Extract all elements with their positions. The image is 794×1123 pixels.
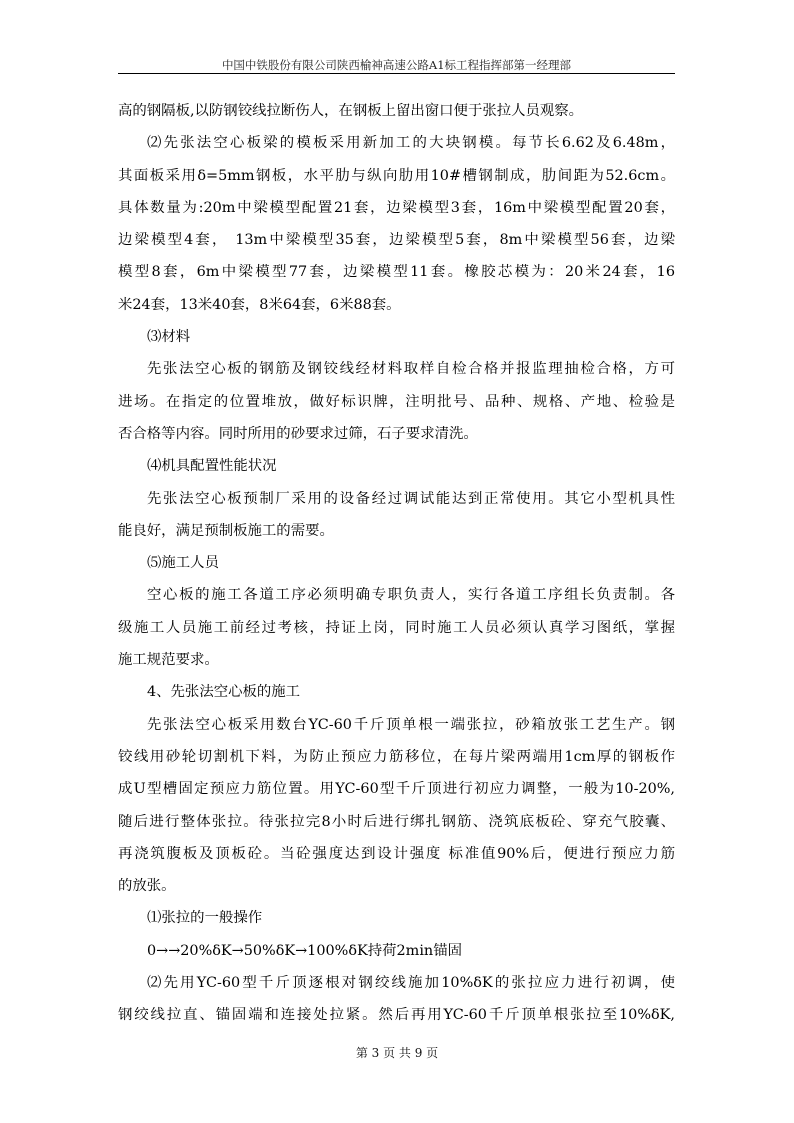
- text-line: 高的钢隔板,以防钢铰线拉断伤人，在钢板上留出窗口便于张拉人员观察。: [118, 103, 584, 119]
- text-line: 边梁模型4套， 13m中梁模型35套，边梁模型5套，8m中梁模型56套，边梁: [118, 232, 675, 249]
- page-footer: 第 3 页 共 9 页: [355, 1046, 439, 1060]
- text-line: 施工规范要求。: [118, 652, 219, 669]
- header-divider: [118, 73, 675, 74]
- text-line: 否合格等内容。同时所用的砂要求过筛，石子要求清洗。: [118, 425, 478, 442]
- text-line: ⑸施工人员: [147, 555, 219, 572]
- text-line: 的放张。: [118, 878, 176, 895]
- text-line: 再浇筑腹板及顶板砼。当砼强度达到设计强度 标准值90%后，便进行预应力筋: [118, 845, 675, 862]
- text-line: ⑷机具配置性能状况: [147, 458, 277, 475]
- text-line: ⑵先张法空心板梁的模板采用新加工的大块钢模。每节长6.62及6.48m，: [147, 135, 675, 152]
- text-line: 随后进行整体张拉。待张拉完8小时后进行绑扎钢筋、浇筑底板砼、穿充气胶囊、: [118, 813, 675, 830]
- text-line: ⑵先用YC-60型千斤顶逐根对钢绞线施加10%δK的张拉应力进行初调，使: [147, 975, 675, 992]
- text-line: 其面板采用δ=5mm钢板，水平肋与纵向肋用10#槽钢制成，肋间距为52.6cm。: [118, 167, 675, 184]
- text-line: 具体数量为:20m中梁模型配置21套，边梁模型3套，16m中梁模型配置20套，: [118, 199, 675, 216]
- text-line: 能良好，满足预制板施工的需要。: [118, 522, 334, 539]
- text-line: 成U型槽固定预应力筋位置。用YC-60型千斤顶进行初应力调整，一般为10-20%,: [118, 781, 675, 798]
- text-line: 级施工人员施工前经过考核，持证上岗，同时施工人员必须认真学习图纸，掌握: [118, 619, 675, 636]
- text-line: ⑶材料: [147, 329, 191, 346]
- text-line: 先张法空心板预制厂采用的设备经过调试能达到正常使用。其它小型机具性: [147, 490, 675, 507]
- text-line: 先张法空心板的钢筋及钢铰线经材料取样自检合格并报监理抽检合格，方可: [147, 361, 675, 378]
- text-line: 钢绞线拉直、锚固端和连接处拉紧。然后再用YC-60千斤顶单根张拉至10%δK,: [118, 1007, 675, 1024]
- text-line: 4、先张法空心板的施工: [147, 684, 301, 701]
- text-line: 铰线用砂轮切割机下料，为防止预应力筋移位，在每片梁两端用1cm厚的钢板作: [118, 748, 675, 765]
- text-line: ⑴张拉的一般操作: [147, 910, 263, 927]
- page-header: 中国中铁股份有限公司陕西榆神高速公路A1标工程指挥部第一经理部: [221, 58, 572, 72]
- text-line: 进场。在指定的位置堆放，做好标识牌，注明批号、品种、规格、产地、检验是: [118, 393, 675, 410]
- text-line: 0→→20%δK→50%δK→100%δK持荷2min锚固: [147, 942, 462, 959]
- text-line: 空心板的施工各道工序必须明确专职负责人，实行各道工序组长负责制。各: [147, 587, 675, 604]
- body-text: [118, 95, 675, 1032]
- text-line: 先张法空心板采用数台YC-60千斤顶单根一端张拉，砂箱放张工艺生产。钢: [147, 716, 675, 733]
- text-line: 米24套，13米40套，8米64套，6米88套。: [118, 296, 401, 313]
- text-line: 模型8套，6m中梁模型77套，边梁模型11套。橡胶芯模为：20米24套，16: [118, 264, 675, 281]
